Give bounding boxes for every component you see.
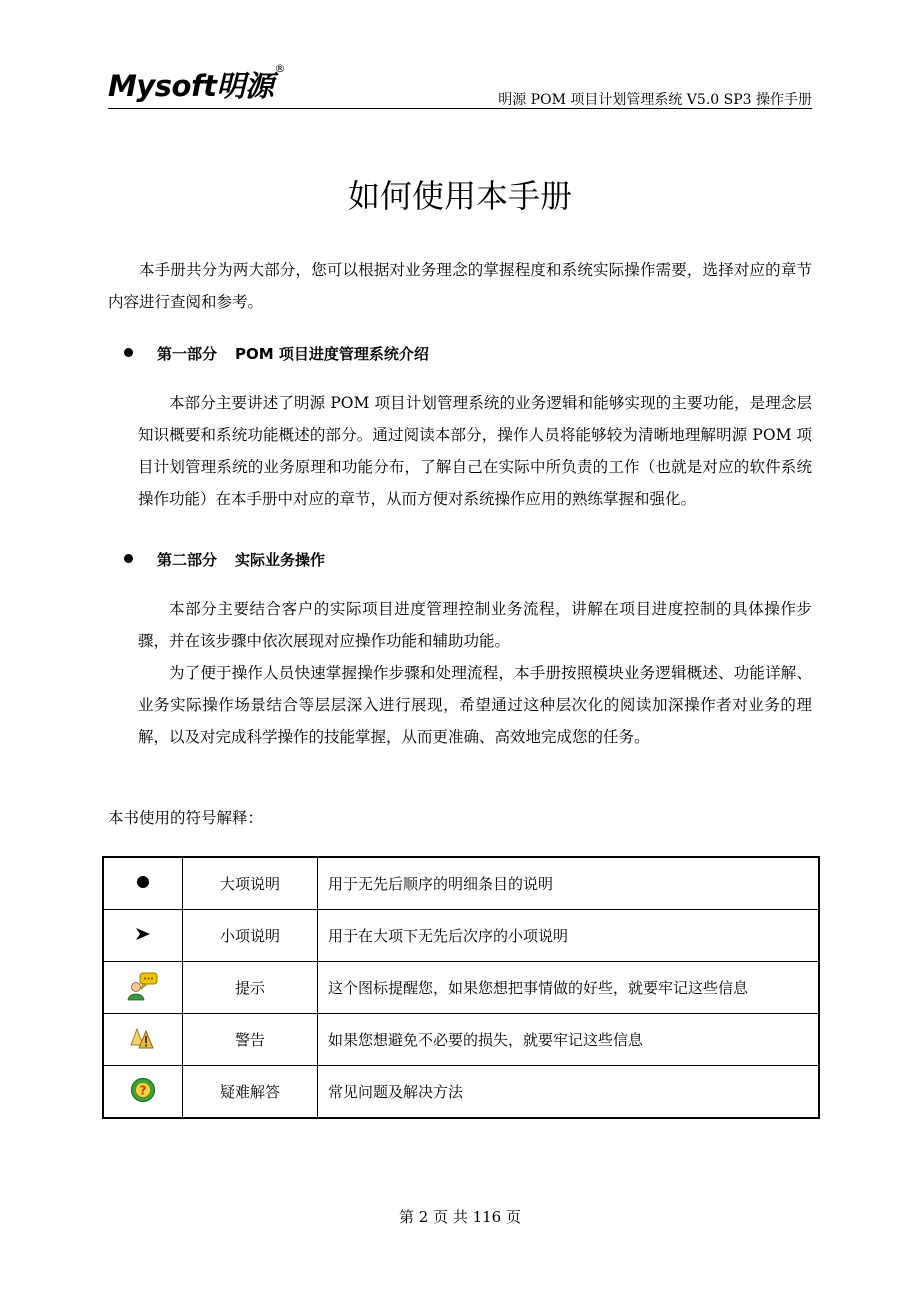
symbol-description: 常见问题及解决方法 [318,1066,820,1119]
symbol-name: 提示 [183,962,318,1014]
svg-text:?: ? [139,1083,147,1097]
header-divider [108,108,812,109]
question-icon [130,1077,156,1103]
bullet-icon [124,348,133,357]
tip-icon [127,971,159,1001]
part2-paragraph-1: 本部分主要结合客户的实际项目进度管理控制业务流程，讲解在项目进度控制的具体操作步骤，并在该步骤中依次展现对应操作功能和辅助功能。 [138,600,812,650]
symbol-description: 用于在大项下无先后次序的小项说明 [318,910,820,962]
symbols-caption: 本书使用的符号解释： [108,809,264,827]
page-footer: 第 2 页 共 116 页 [398,1208,521,1226]
part1-paragraph: 本部分主要讲述了明源 POM 项目计划管理系统的业务逻辑和能够实现的主要功能，是理念层知识概要和系统功能概述的部分。通过阅读本部分，操作人员将能够较为清晰地理解明源 POM 项目计划管理系统的业务原理和功能分布，了解自己在实际中所负责的工作（也就是对应的软件系统操作功能）在本手册中对应的章节，从而方便对系统操作应用的熟练掌握和强化。 [138,394,812,508]
symbol-description: 这个图标提醒您，如果您想把事情做的好些，就要牢记这些信息 [318,962,820,1014]
logo: Mysoft明源® [108,62,285,103]
symbol-description: 用于无先后顺序的明细条目的说明 [318,857,820,910]
part2-heading: 第二部分 实际业务操作 [124,549,325,570]
table-row [103,857,819,910]
symbol-cell [103,1014,183,1066]
intro-paragraph: 本手册共分为两大部分，您可以根据对业务理念的掌握程度和系统实际操作需要，选择对应的章节内容进行查阅和参考。 [108,261,812,311]
table-row [103,910,819,962]
symbol-name: 小项说明 [183,910,318,962]
part1-heading: 第一部分 POM 项目进度管理系统介绍 [124,343,429,364]
part2-paragraph-2: 为了便于操作人员快速掌握操作步骤和处理流程，本手册按照模块业务逻辑概述、功能详解、业务实际操作场景结合等层层深入进行展现，希望通过这种层次化的阅读加深操作者对业务的理解，以及对完成科学操作的技能掌握，从而更准确、高效地完成您的任务。 [138,664,812,746]
bullet-icon [136,875,150,889]
table-row [103,1066,819,1119]
symbol-name: 警告 [183,1014,318,1066]
symbol-name: 大项说明 [183,857,318,910]
symbol-cell [103,910,183,962]
table-row [103,962,819,1014]
symbol-description: 如果您想避免不必要的损失，就要牢记这些信息 [318,1014,820,1066]
symbols-table [102,856,820,1119]
bullet-icon [124,554,133,563]
symbol-name: 疑难解答 [183,1066,318,1119]
document-title: 明源 POM 项目计划管理系统 V5.0 SP3 操作手册 [498,92,812,108]
page-title: 如何使用本手册 [347,177,572,215]
symbol-cell [103,962,183,1014]
warning-icon [128,1025,158,1051]
arrow-icon [135,927,151,941]
table-row [103,1014,819,1066]
symbol-cell [103,1066,183,1119]
symbol-cell [103,857,183,910]
